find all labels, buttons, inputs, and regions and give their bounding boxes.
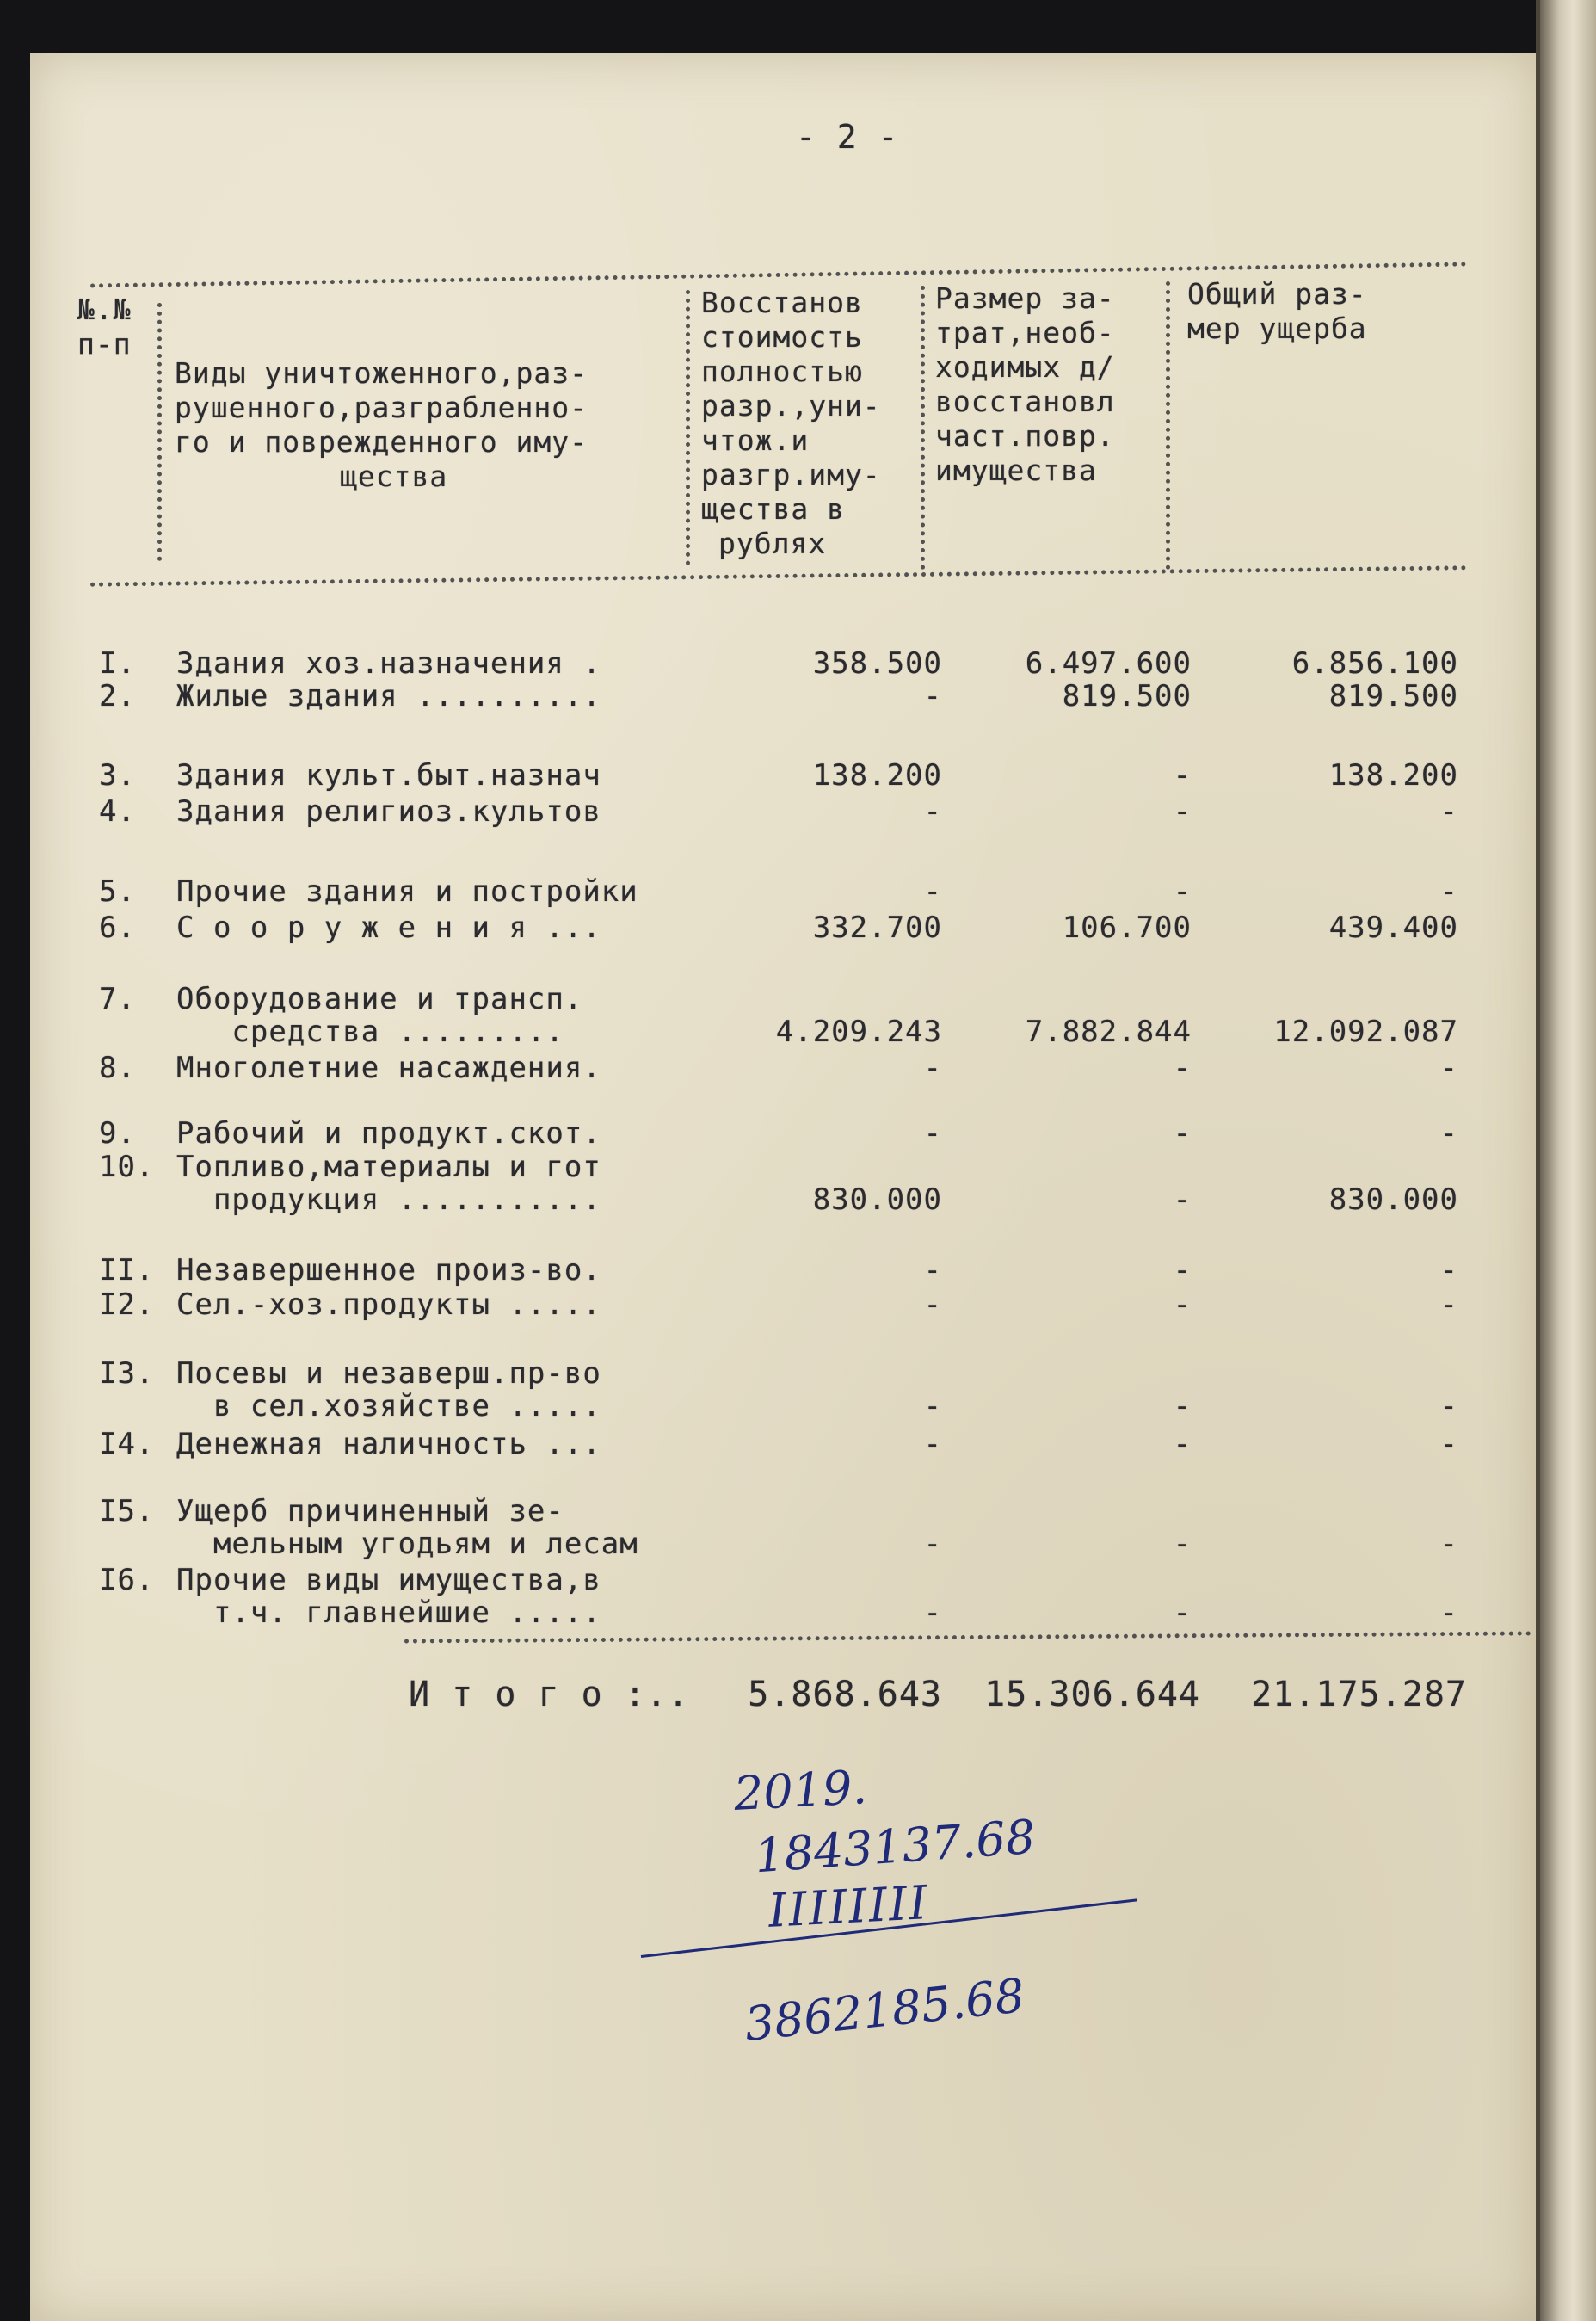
row-cost-value: - xyxy=(1173,1253,1192,1287)
row-total-value: 6.856.100 xyxy=(1291,646,1458,681)
row-label: средства ......... xyxy=(176,1015,564,1049)
row-restore-value: 4.209.243 xyxy=(775,1015,942,1049)
header-col-restore-5: чтож.и xyxy=(701,423,810,457)
row-label: продукция ........... xyxy=(176,1182,601,1217)
header-col-cost-2: трат,необ- xyxy=(935,316,1115,349)
row-total-value: 819.500 xyxy=(1328,679,1458,713)
row-total-value: - xyxy=(1439,794,1458,829)
totals-restore: 5.868.643 xyxy=(748,1675,942,1714)
row-total-value: - xyxy=(1439,1596,1458,1630)
row-total-value: - xyxy=(1439,1389,1458,1423)
row-label: в сел.хозяйстве ..... xyxy=(176,1389,601,1423)
page-number: - 2 - xyxy=(796,118,899,156)
row-cost-value: - xyxy=(1173,1287,1192,1322)
row-restore-value: - xyxy=(923,1596,942,1630)
row-cost-value: - xyxy=(1173,1389,1192,1423)
row-number: 10. xyxy=(99,1150,155,1184)
row-label: Посевы и незаверш.пр-во xyxy=(176,1356,601,1391)
row-cost-value: - xyxy=(1173,874,1192,909)
header-col-type-1: Виды уничтоженного,раз- xyxy=(175,356,588,390)
row-restore-value: - xyxy=(923,679,942,713)
row-number: 2. xyxy=(99,679,136,713)
row-number: 3. xyxy=(99,758,136,793)
handwritten-amount-2: 3862185.68 xyxy=(742,1968,1027,2052)
row-restore-value: - xyxy=(923,1389,942,1423)
header-col-restore-1: Восстанов xyxy=(701,286,863,319)
row-label: Рабочий и продукт.скот. xyxy=(176,1116,601,1151)
totals-rule xyxy=(404,1631,1531,1643)
header-col-type-2: рушенного,разграбленно- xyxy=(175,391,588,424)
row-total-value: - xyxy=(1439,1116,1458,1151)
row-total-value: - xyxy=(1439,1287,1458,1322)
row-cost-value: 819.500 xyxy=(1062,679,1192,713)
row-cost-value: - xyxy=(1173,1051,1192,1085)
row-number: I5. xyxy=(99,1494,155,1528)
row-label: Жилые здания .......... xyxy=(176,679,601,713)
row-restore-value: - xyxy=(923,1527,942,1561)
header-col-restore-3: полностью xyxy=(701,355,863,388)
row-cost-value: - xyxy=(1173,758,1192,793)
header-col-cost-3: ходимых д/ xyxy=(935,350,1115,384)
row-number: 7. xyxy=(99,982,136,1016)
row-number: I2. xyxy=(99,1287,155,1322)
row-label: мельным угодьям и лесам xyxy=(176,1527,638,1561)
header-col-cost-5: част.повр. xyxy=(935,419,1115,453)
row-restore-value: 358.500 xyxy=(812,646,942,681)
binder-spine xyxy=(1540,0,1596,2321)
header-col-total-1: Общий раз- xyxy=(1187,277,1367,311)
row-label: Многолетние насаждения. xyxy=(176,1051,601,1085)
row-cost-value: 6.497.600 xyxy=(1025,646,1192,681)
row-number: II. xyxy=(99,1253,155,1287)
row-cost-value: - xyxy=(1173,1527,1192,1561)
handwritten-tally: IIIIIIII xyxy=(767,1875,931,1938)
header-separator-1 xyxy=(157,303,162,561)
row-number: 4. xyxy=(99,794,136,829)
row-cost-value: - xyxy=(1173,794,1192,829)
row-restore-value: - xyxy=(923,1287,942,1322)
document-page xyxy=(30,53,1536,2321)
row-label: Денежная наличность ... xyxy=(176,1427,601,1461)
row-restore-value: - xyxy=(923,794,942,829)
row-restore-value: 830.000 xyxy=(812,1182,942,1217)
row-label: С о о р у ж е н и я ... xyxy=(176,910,601,945)
header-separator-3 xyxy=(921,286,925,570)
header-col-type-4: щества xyxy=(340,460,448,493)
row-restore-value: - xyxy=(923,874,942,909)
row-total-value: - xyxy=(1439,1051,1458,1085)
header-col-cost-4: восстановл xyxy=(935,385,1115,418)
row-label: Топливо,материалы и гот xyxy=(176,1150,601,1184)
row-total-value: - xyxy=(1439,1427,1458,1461)
row-total-value: - xyxy=(1439,1527,1458,1561)
header-bottom-rule xyxy=(90,565,1467,587)
row-label: Сел.-хоз.продукты ..... xyxy=(176,1287,601,1322)
header-col-type-3: го и поврежденного иму- xyxy=(175,425,588,459)
row-cost-value: - xyxy=(1173,1182,1192,1217)
row-total-value: - xyxy=(1439,1253,1458,1287)
totals-total: 21.175.287 xyxy=(1251,1675,1467,1714)
row-label: Здания религиоз.культов xyxy=(176,794,601,829)
row-number: 9. xyxy=(99,1116,136,1151)
row-total-value: 830.000 xyxy=(1328,1182,1458,1217)
row-restore-value: 138.200 xyxy=(812,758,942,793)
row-total-value: 138.200 xyxy=(1328,758,1458,793)
row-number: I. xyxy=(99,646,136,681)
row-label: Прочие виды имущества,в xyxy=(176,1563,601,1597)
handwritten-amount-1: 1843137.68 xyxy=(753,1809,1038,1884)
row-restore-value: - xyxy=(923,1253,942,1287)
row-label: Здания хоз.назначения . xyxy=(176,646,601,681)
row-cost-value: - xyxy=(1173,1427,1192,1461)
row-restore-value: 332.700 xyxy=(812,910,942,945)
header-col-restore-2: стоимость xyxy=(701,320,863,354)
row-total-value: 12.092.087 xyxy=(1273,1015,1458,1049)
row-cost-value: 7.882.844 xyxy=(1025,1015,1192,1049)
row-number: I4. xyxy=(99,1427,155,1461)
row-restore-value: - xyxy=(923,1427,942,1461)
header-separator-4 xyxy=(1166,281,1170,570)
row-label: Ущерб причиненный зе- xyxy=(176,1494,564,1528)
row-cost-value: - xyxy=(1173,1116,1192,1151)
row-number: 5. xyxy=(99,874,136,909)
row-number: 6. xyxy=(99,910,136,945)
header-col-restore-4: разр.,уни- xyxy=(701,389,881,423)
row-total-value: - xyxy=(1439,874,1458,909)
header-col-restore-7: щества в xyxy=(701,492,845,526)
header-col-no-2: п-п xyxy=(77,327,132,361)
handwritten-year: 2019. xyxy=(732,1759,869,1822)
row-label: Здания культ.быт.назнач xyxy=(176,758,601,793)
header-col-cost-6: имущества xyxy=(935,454,1097,487)
row-label: Оборудование и трансп. xyxy=(176,982,583,1016)
header-col-restore-8: рублях xyxy=(718,527,827,560)
row-label: Прочие здания и постройки xyxy=(176,874,638,909)
header-col-total-2: мер ущерба xyxy=(1187,312,1367,345)
row-number: I6. xyxy=(99,1563,155,1597)
row-cost-value: 106.700 xyxy=(1062,910,1192,945)
header-col-restore-6: разгр.иму- xyxy=(701,458,881,491)
row-restore-value: - xyxy=(923,1116,942,1151)
header-separator-2 xyxy=(686,290,690,565)
header-col-no-1: №.№ xyxy=(77,293,132,326)
row-number: 8. xyxy=(99,1051,136,1085)
totals-cost: 15.306.644 xyxy=(984,1675,1200,1714)
totals-label: И т о г о :.. xyxy=(409,1675,690,1714)
row-restore-value: - xyxy=(923,1051,942,1085)
header-col-cost-1: Размер за- xyxy=(935,281,1115,315)
row-total-value: 439.400 xyxy=(1328,910,1458,945)
row-label: т.ч. главнейшие ..... xyxy=(176,1596,601,1630)
row-label: Незавершенное произ-во. xyxy=(176,1253,601,1287)
row-cost-value: - xyxy=(1173,1596,1192,1630)
row-number: I3. xyxy=(99,1356,155,1391)
